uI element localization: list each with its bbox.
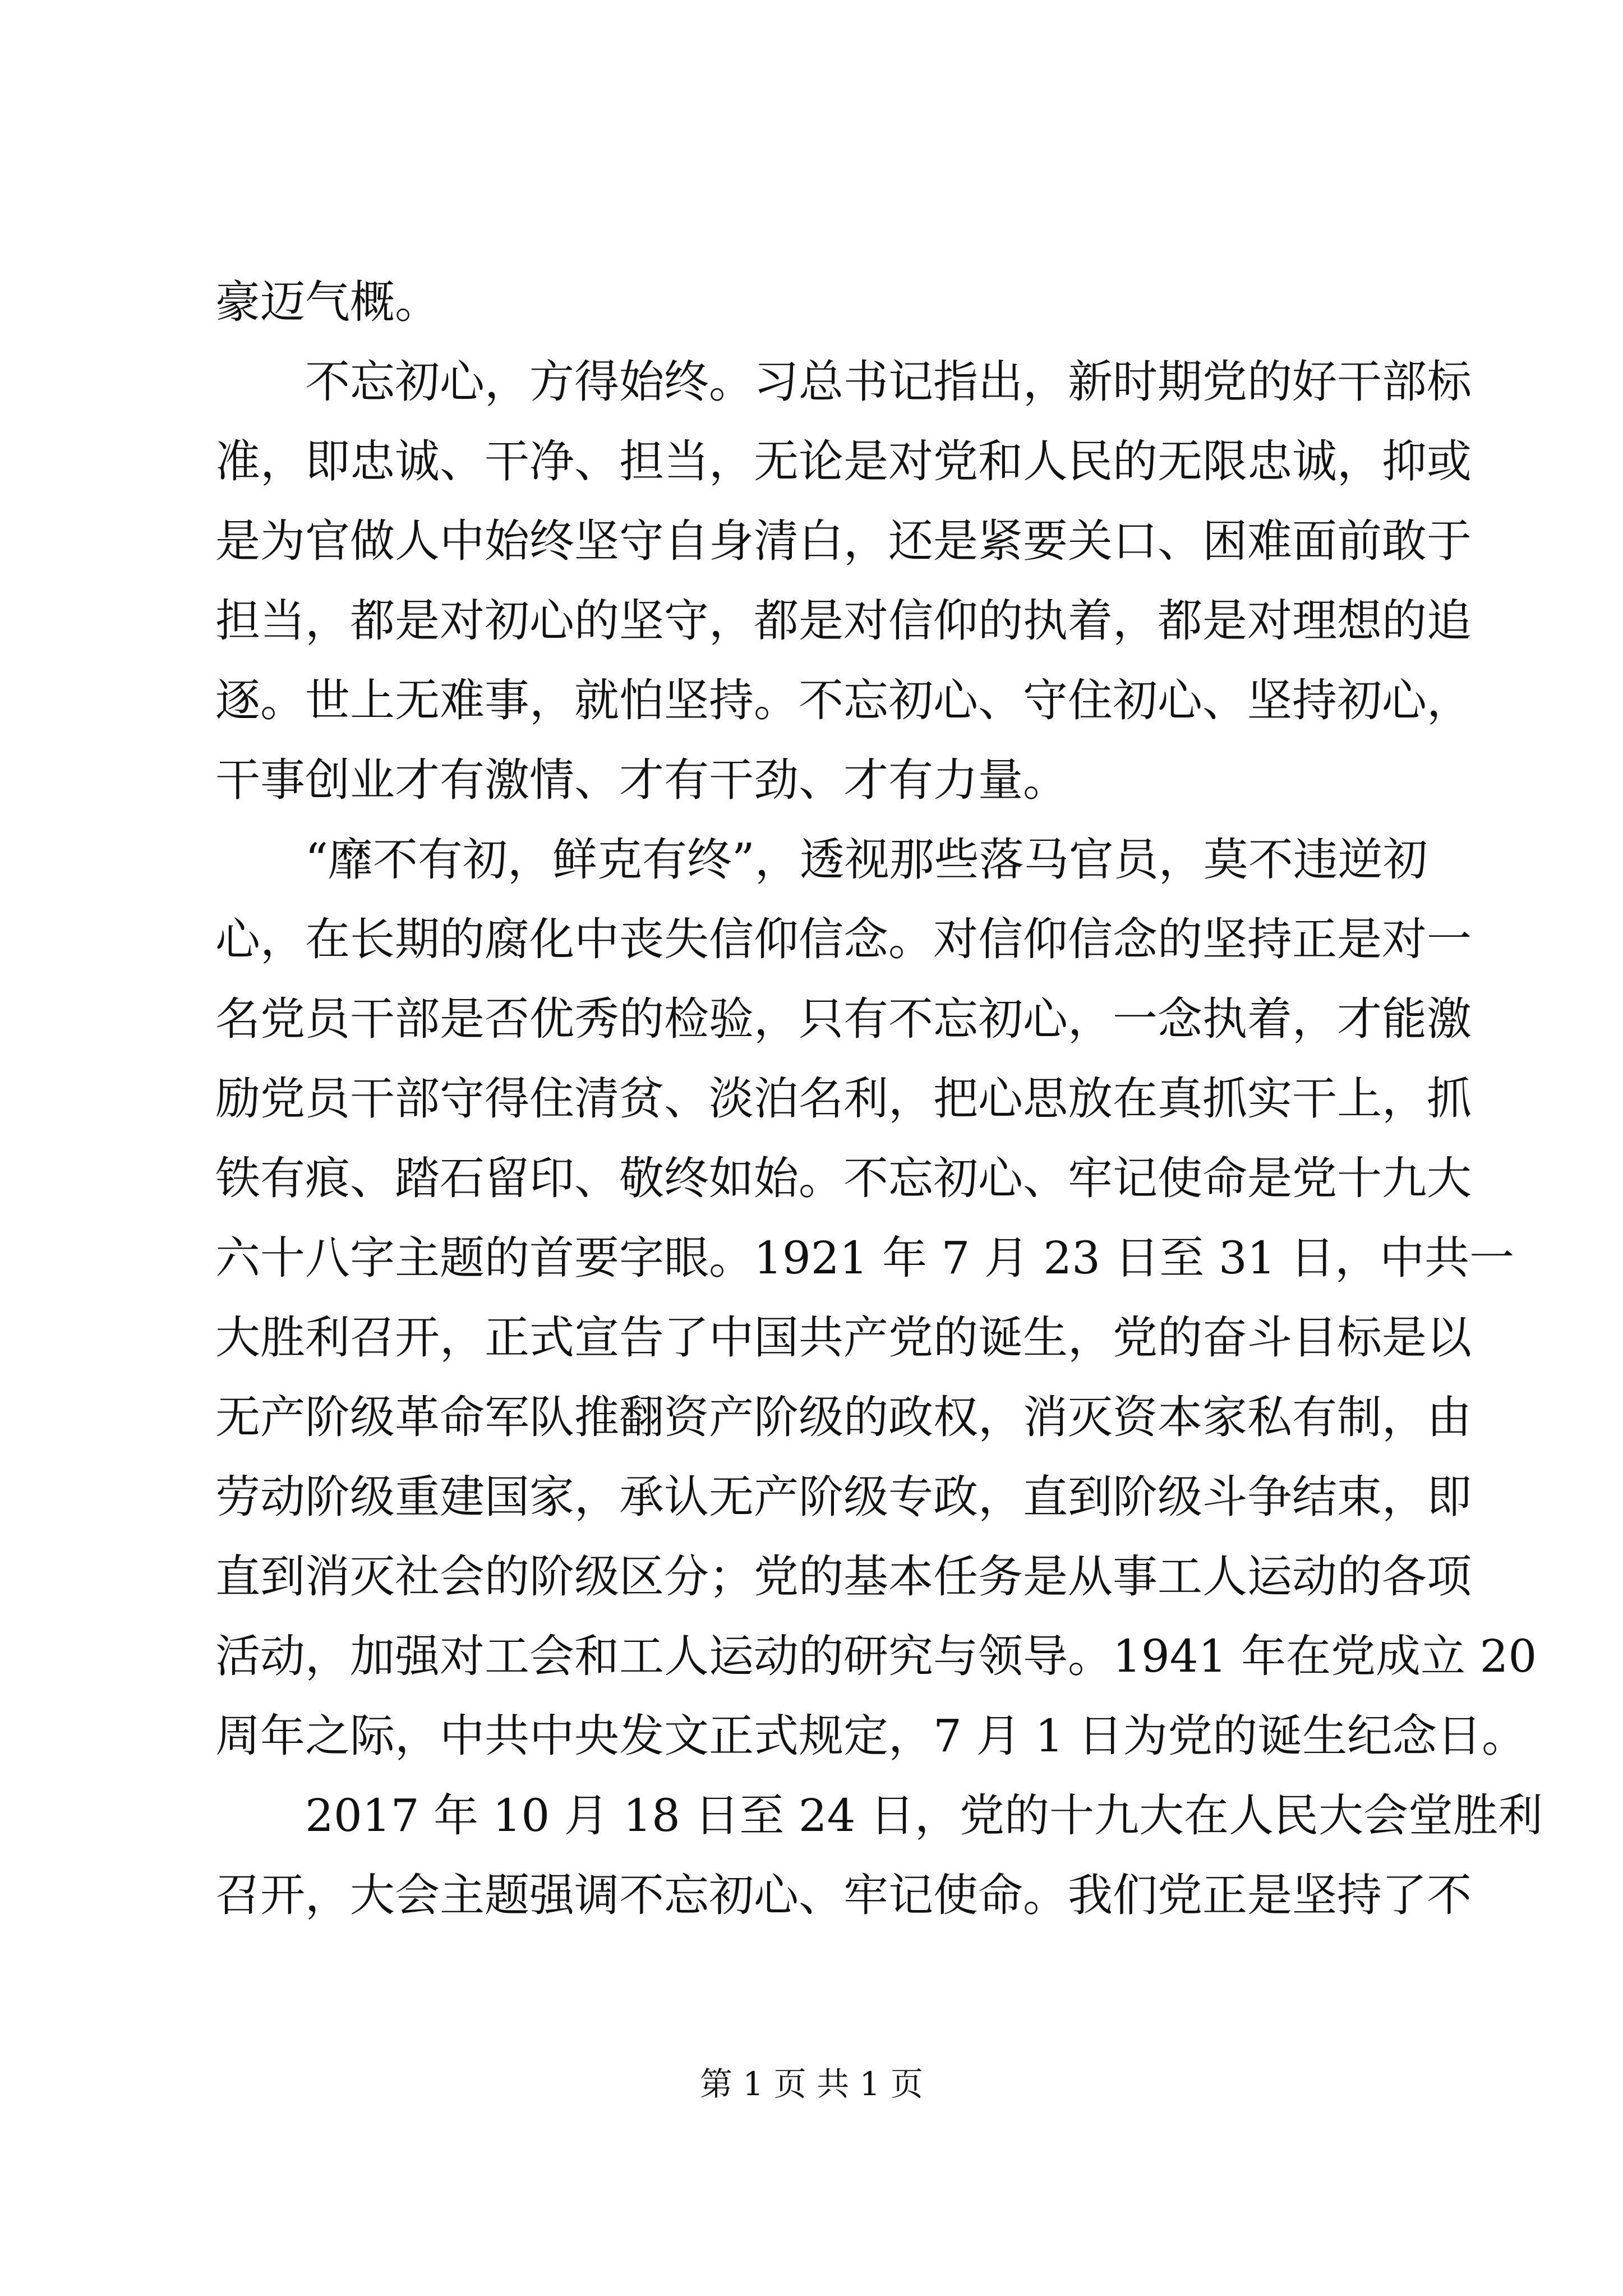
text-line: 豪迈气概。 xyxy=(215,276,440,328)
text-line: 铁有痕、踏石留印、敬终如始。不忘初心、牢记使命是党十九大 xyxy=(215,1152,1472,1204)
text-line: 活动，加强对工会和工人运动的研究与领导。1941 年在党成立 20 xyxy=(215,1630,1537,1682)
text-line: 干事创业才有激情、才有干劲、才有力量。 xyxy=(215,754,1068,806)
text-line: 是为官做人中始终坚守自身清白，还是紧要关口、困难面前敢于 xyxy=(215,515,1472,567)
text-line: 直到消灭社会的阶级区分；党的基本任务是从事工人运动的各项 xyxy=(215,1550,1472,1603)
text-line: 召开，大会主题强调不忘初心、牢记使命。我们党正是坚持了不 xyxy=(215,1869,1472,1921)
text-line: 不忘初心，方得始终。习总书记指出，新时期党的好干部标 xyxy=(305,356,1472,408)
text-line: 准，即忠诚、干净、担当，无论是对党和人民的无限忠诚，抑或 xyxy=(215,435,1472,487)
text-line: 周年之际，中共中央发文正式规定，7 月 1 日为党的诞生纪念日。 xyxy=(215,1710,1527,1762)
text-line: 心，在长期的腐化中丧失信仰信念。对信仰信念的坚持正是对一 xyxy=(215,913,1472,965)
text-line: 名党员干部是否优秀的检验，只有不忘初心，一念执着，才能激 xyxy=(215,993,1472,1045)
document-body xyxy=(215,263,1543,1935)
text-line: 大胜利召开，正式宣告了中国共产党的诞生，党的奋斗目标是以 xyxy=(215,1312,1472,1364)
text-line: 逐。世上无难事，就怕坚持。不忘初心、守住初心、坚持初心， xyxy=(215,674,1472,726)
text-line: 励党员干部守得住清贫、淡泊名利，把心思放在真抓实干上，抓 xyxy=(215,1073,1472,1125)
text-line: 六十八字主题的首要字眼。1921 年 7 月 23 日至 31 日，中共一 xyxy=(215,1232,1515,1284)
text-line: 无产阶级革命军队推翻资产阶级的政权，消灭资本家私有制，由 xyxy=(215,1391,1472,1443)
text-line: “靡不有初，鲜克有终”，透视那些落马官员，莫不违逆初 xyxy=(305,834,1428,886)
page-footer: 第 1 页 共 1 页 xyxy=(700,2065,923,2103)
text-line: 2017 年 10 月 18 日至 24 日，党的十九大在人民大会堂胜利 xyxy=(305,1789,1543,1842)
text-line: 担当，都是对初心的坚守，都是对信仰的执着，都是对理想的追 xyxy=(215,595,1472,647)
text-line: 劳动阶级重建国家，承认无产阶级专政，直到阶级斗争结束，即 xyxy=(215,1471,1472,1523)
